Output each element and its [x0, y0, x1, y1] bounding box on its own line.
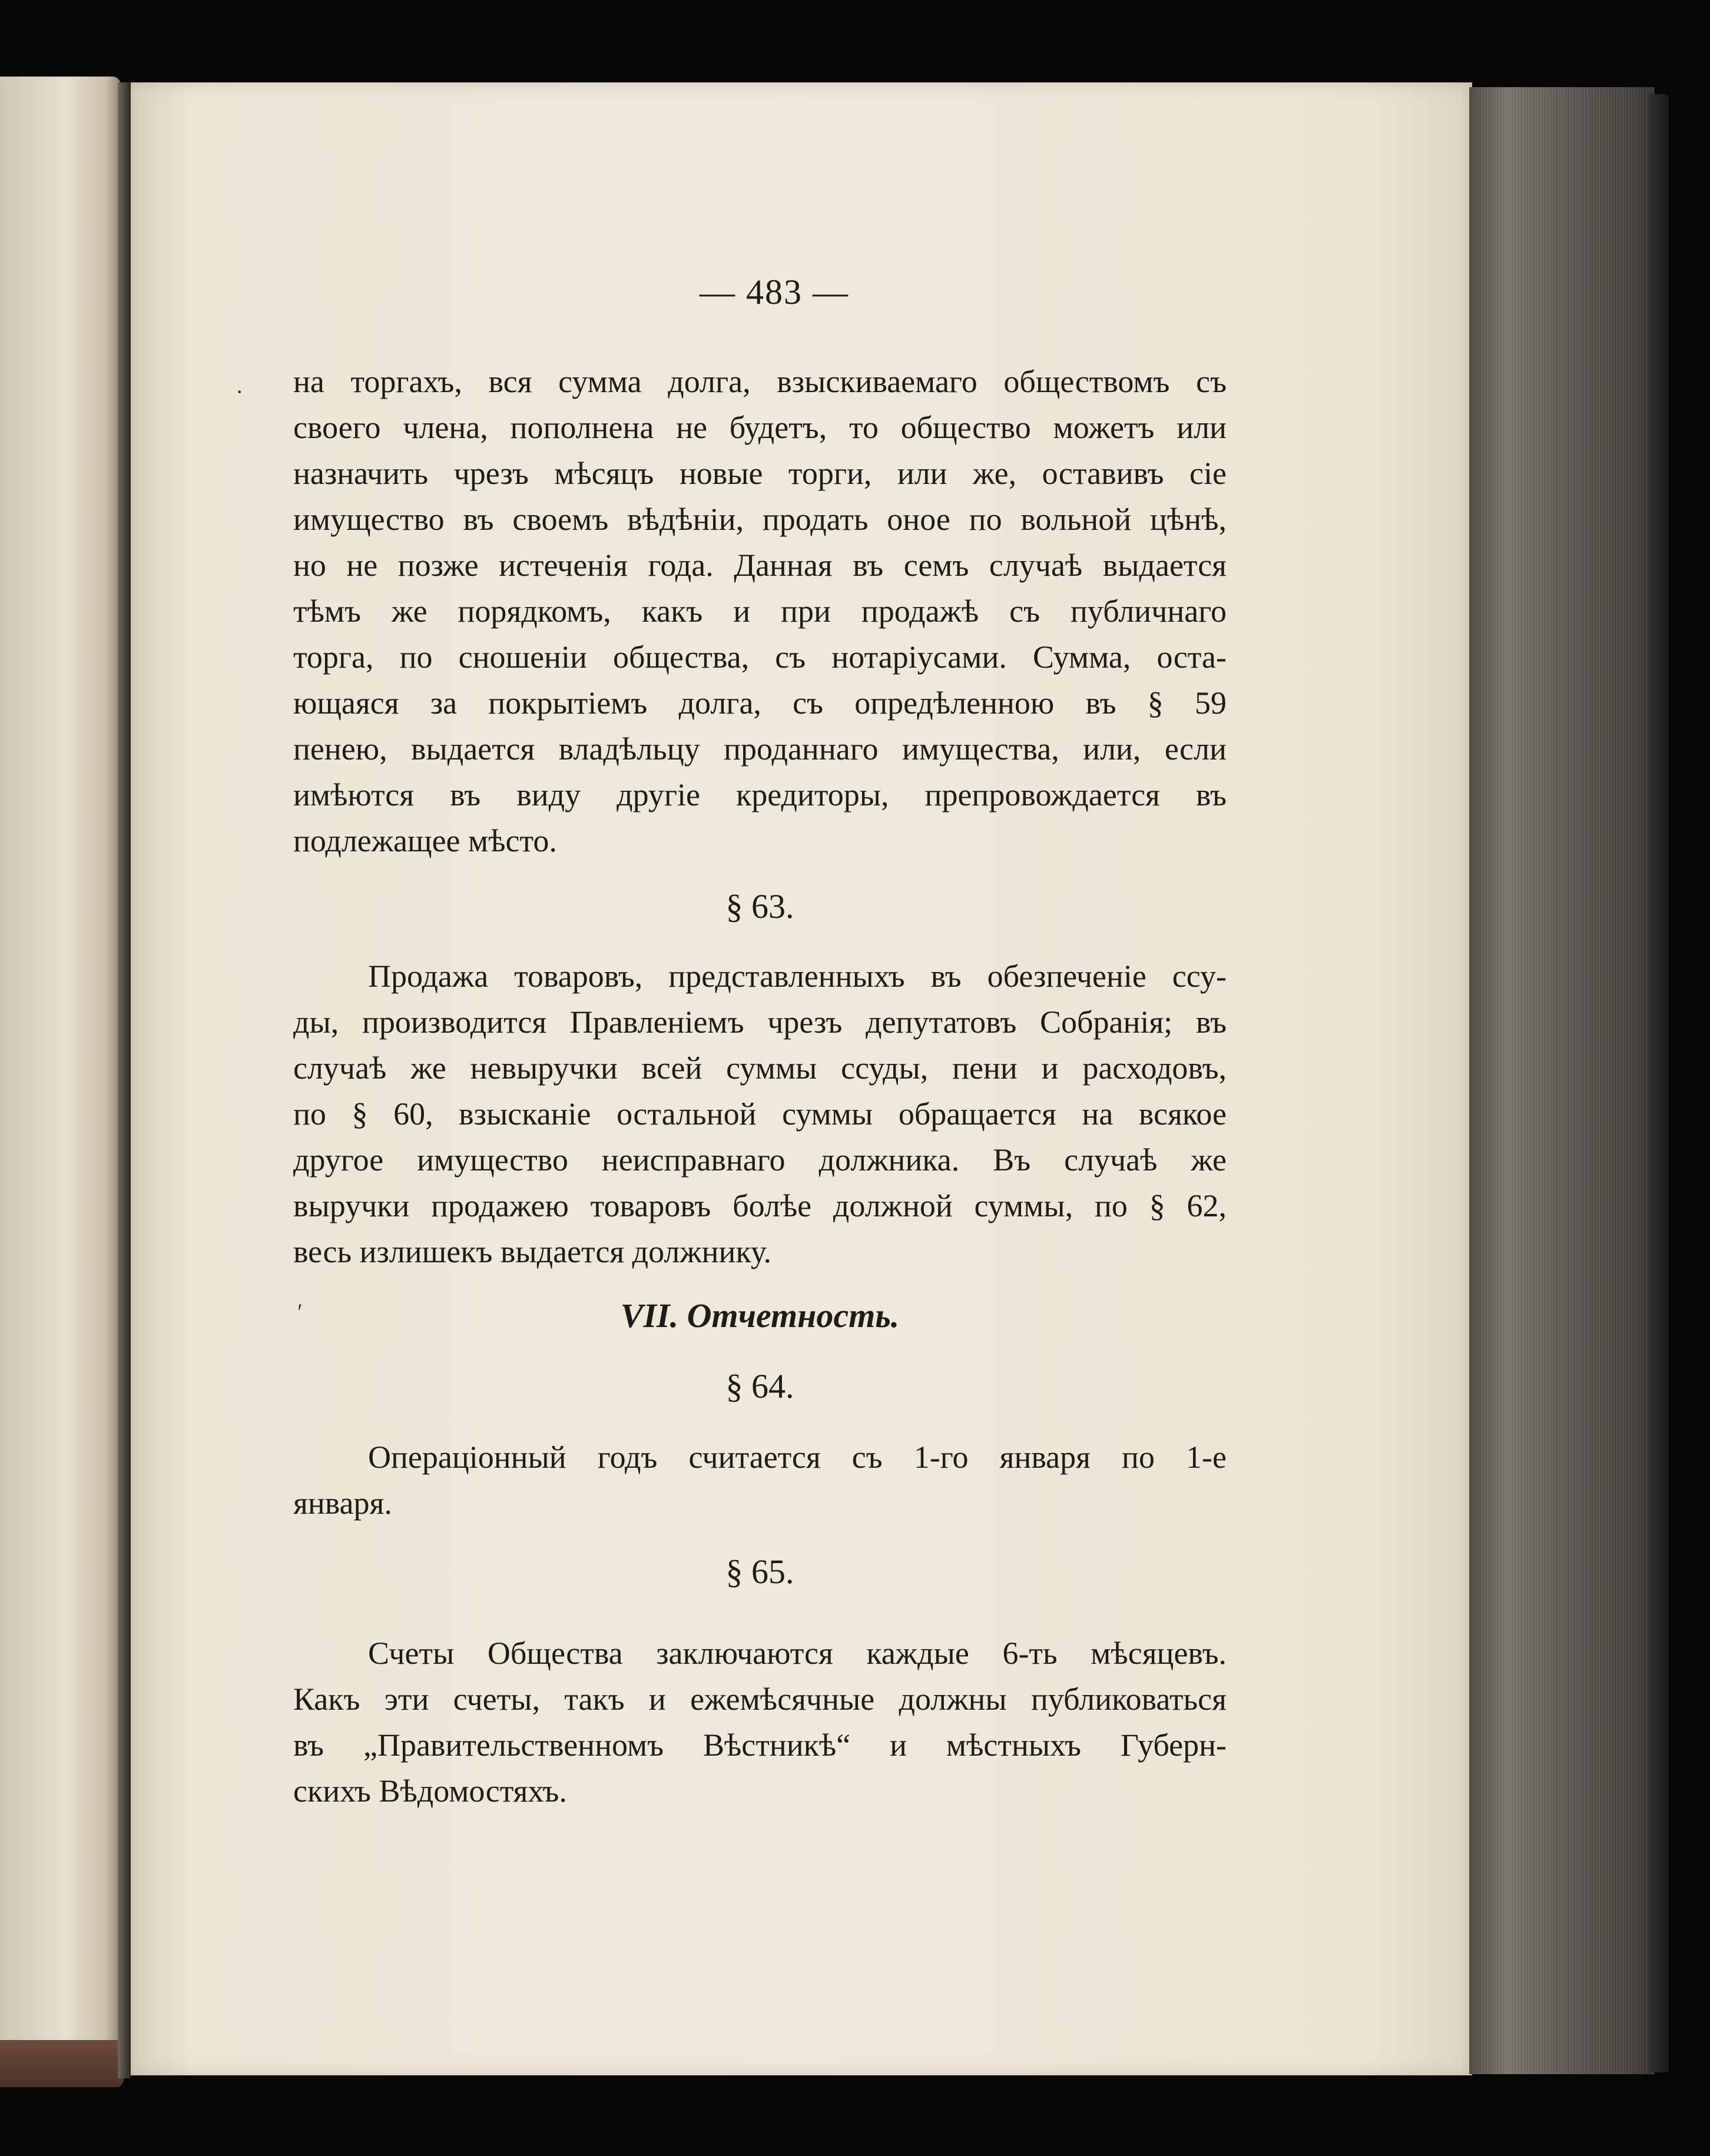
book-gutter [118, 82, 131, 2078]
page-number: — 483 — [700, 273, 849, 311]
text-line: Операціонный годъ считается съ 1-го января по 1-е [368, 1439, 1227, 1475]
section-heading-65: § 65. [725, 1553, 794, 1591]
text-line: подлежащее мѣсто. [293, 823, 557, 858]
text-line: своего члена, пополнена не будетъ, то общество можетъ или [293, 410, 1227, 445]
section-heading-63: § 63. [725, 887, 794, 926]
text-line: Продажа товаровъ, представленныхъ въ обезпеченіе ссу- [368, 958, 1227, 994]
text-line: по § 60, взысканіе остальной суммы обращается на всякое [293, 1096, 1227, 1132]
text-line: ды, производится Правленіемъ чрезъ депутатовъ Собранія; въ [293, 1004, 1227, 1040]
text-line: тѣмъ же порядкомъ, какъ и при продажѣ съ публичнаго [293, 593, 1227, 629]
text-line: весь излишекъ выдается должнику. [293, 1234, 772, 1269]
left-page-edge [0, 77, 121, 2084]
text-line: Счеты Общества заключаются каждые 6-ть мѣсяцевъ. [368, 1636, 1227, 1671]
chapter-heading: VII. Отчетность. [620, 1296, 900, 1335]
text-line: января. [293, 1485, 392, 1521]
margin-dot: · [236, 379, 244, 405]
text-line: случаѣ же невыручки всей суммы ссуды, пени и расходовъ, [293, 1050, 1227, 1086]
page-block-fore-edge [1469, 87, 1655, 2074]
text-line: но не позже истеченія года. Данная въ семъ случаѣ выдается [293, 548, 1227, 583]
margin-mark: ′ [297, 1299, 303, 1325]
text-line: въ „Правительственномъ Вѣстникѣ“ и мѣстныхъ Губерн- [293, 1727, 1227, 1763]
text-line: имущество въ своемъ вѣдѣніи, продать оное по вольной цѣнѣ, [293, 502, 1227, 537]
text-line: торга, по сношеніи общества, съ нотаріусами. Сумма, оста- [293, 639, 1227, 675]
text-line: другое имущество неисправнаго должника. Въ случаѣ же [293, 1142, 1227, 1177]
left-page-bottom [0, 2040, 124, 2087]
text-line: выручки продажею товаровъ болѣе должной суммы, по § 62, [293, 1188, 1227, 1223]
text-line: назначить чрезъ мѣсяцъ новые торги, или же, оставивъ сіе [293, 456, 1227, 491]
text-line: Какъ эти счеты, такъ и ежемѣсячные должны публиковаться [293, 1681, 1227, 1717]
book-cover-board [1649, 94, 1669, 2072]
text-line: скихъ Вѣдомостяхъ. [293, 1773, 567, 1809]
text-line: на торгахъ, вся сумма долга, взыскиваемаго обществомъ съ [293, 364, 1227, 399]
text-line: имѣются въ виду другіе кредиторы, препровождается въ [293, 777, 1227, 812]
text-line: пенею, выдается владѣльцу проданнаго имущества, или, если [293, 731, 1227, 767]
section-heading-64: § 64. [725, 1367, 794, 1405]
text-line: ющаяся за покрытіемъ долга, съ опредѣленною въ § 59 [293, 685, 1227, 721]
